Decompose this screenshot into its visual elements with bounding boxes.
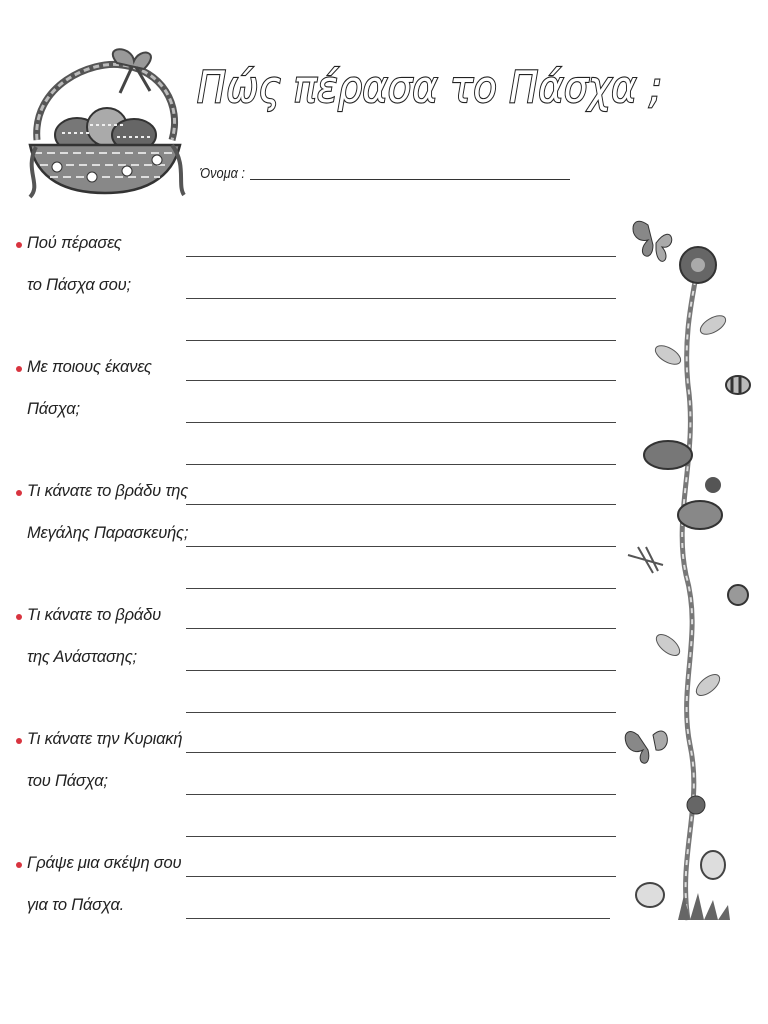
bullet-icon [16,862,22,868]
answer-line[interactable] [186,256,616,257]
svg-text:Πώς πέρασα το Πάσχα ;: Πώς πέρασα το Πάσχα ; [197,62,662,113]
answer-line[interactable] [186,918,610,919]
easter-basket-icon [22,45,187,200]
question-text: το Πάσχα σου; [27,276,131,294]
answer-line[interactable] [186,504,616,505]
answer-line[interactable] [186,876,616,877]
answer-line[interactable] [186,836,616,837]
bullet-icon [16,242,22,248]
question-text: του Πάσχα; [27,772,108,790]
bullet-icon [16,490,22,496]
page-title [195,52,715,142]
question-text: της Ανάστασης; [27,648,137,666]
question-text: Πού πέρασες [27,234,122,252]
answer-line[interactable] [186,422,616,423]
answer-line[interactable] [186,464,616,465]
answer-line[interactable] [186,546,616,547]
answer-line[interactable] [186,380,616,381]
answer-line[interactable] [186,588,616,589]
bullet-icon [16,366,22,372]
answer-line[interactable] [186,794,616,795]
answer-line[interactable] [186,752,616,753]
question-text: Μεγάλης Παρασκευής; [27,524,189,542]
question-text: Τι κάνατε την Κυριακή [27,730,183,748]
question-text: Γράψε μια σκέψη σου [27,854,182,872]
question-text: Τι κάνατε το βράδυ της [27,482,189,500]
bullet-icon [16,614,22,620]
name-field[interactable] [250,179,570,180]
question-text: Τι κάνατε το βράδυ [27,606,161,624]
answer-line[interactable] [186,670,616,671]
answer-line[interactable] [186,712,616,713]
question-text: Πάσχα; [27,400,80,418]
answer-line[interactable] [186,298,616,299]
flower-vine-icon [618,205,763,925]
question-text: για το Πάσχα. [27,896,125,914]
answer-line[interactable] [186,340,616,341]
question-text: Με ποιους έκανες [27,358,152,376]
bullet-icon [16,738,22,744]
answer-line[interactable] [186,628,616,629]
name-label: Όνομα : [200,165,245,182]
